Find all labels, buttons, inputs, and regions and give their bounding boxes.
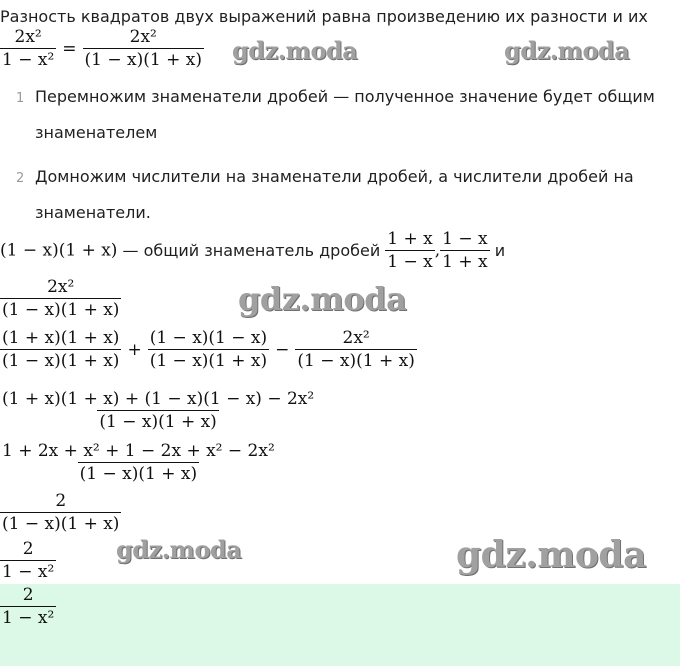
term-3-numerator: 2x² xyxy=(342,328,370,348)
identity-rhs-denominator: (1 − x)(1 + x) xyxy=(84,50,202,70)
watermark-2: gdz.moda xyxy=(504,36,630,65)
combined-numerator: (1 + x)(1 + x) + (1 − x)(1 − x) − 2x² xyxy=(2,389,315,409)
term-3-denominator: (1 − x)(1 + x) xyxy=(297,351,415,371)
identity-lhs-fraction xyxy=(0,26,56,71)
step-1-line2: знаменателем xyxy=(35,123,158,142)
watermark-3: gdz.moda xyxy=(238,280,407,318)
combined-denominator: (1 − x)(1 + x) xyxy=(99,412,217,432)
intro-text: Разность квадратов двух выражений равна произведению их разности и их xyxy=(0,7,648,26)
fraction-b xyxy=(440,228,489,273)
conjunction-and: и xyxy=(489,241,506,260)
fraction-c-numerator: 2x² xyxy=(47,277,75,297)
fraction-a-denominator: 1 − x xyxy=(387,252,433,272)
answer-denominator: 1 − x² xyxy=(2,608,55,628)
term-1-denominator: (1 − x)(1 + x) xyxy=(2,351,120,371)
watermark-1: gdz.moda xyxy=(232,36,358,65)
common-denominator-line xyxy=(0,228,505,273)
answer-highlight xyxy=(0,584,680,666)
plus-sign: + xyxy=(127,339,142,360)
fraction-b-denominator: 1 + x xyxy=(442,252,488,272)
term-2-numerator: (1 − x)(1 − x) xyxy=(149,328,268,348)
fraction-c-denominator: (1 − x)(1 + x) xyxy=(2,300,120,320)
term-2 xyxy=(148,327,269,372)
watermark-5: gdz.moda xyxy=(456,534,646,576)
reduced-denominator: (1 − x)(1 + x) xyxy=(2,514,120,534)
term-3 xyxy=(295,327,416,372)
fraction-a xyxy=(385,228,434,273)
expanded-expression xyxy=(0,327,417,372)
term-2-denominator: (1 − x)(1 + x) xyxy=(149,351,268,371)
identity-formula xyxy=(0,26,204,71)
fraction-b-numerator: 1 − x xyxy=(442,229,488,249)
fraction-a-numerator: 1 + x xyxy=(387,229,433,249)
step-2-line2: знаменатели. xyxy=(35,203,151,222)
step-1-number: 1 xyxy=(16,91,25,106)
identity-lhs-numerator: 2x² xyxy=(14,27,42,47)
simplified-fraction xyxy=(0,440,277,485)
fraction-c xyxy=(0,276,121,321)
reduced-fraction xyxy=(0,490,121,535)
simplified-numerator: 1 + 2x + x² + 1 − 2x + x² − 2x² xyxy=(2,441,275,461)
minus-sign: − xyxy=(275,339,290,360)
comma: , xyxy=(434,240,441,261)
answer-fraction xyxy=(0,584,56,629)
step-1-line1: Перемножим знаменатели дробей — полученное значение будет общим xyxy=(35,87,655,106)
equals-sign: = xyxy=(62,38,77,59)
common-denominator-text: — общий знаменатель дробей xyxy=(117,241,386,260)
term-1 xyxy=(0,327,121,372)
combined-fraction xyxy=(0,388,316,433)
watermark-4: gdz.moda xyxy=(116,535,242,564)
common-denominator-expr: (1 − x)(1 + x) xyxy=(0,240,118,261)
step-2-number: 2 xyxy=(16,171,25,186)
term-1-numerator: (1 + x)(1 + x) xyxy=(2,328,120,348)
simplified-denominator: (1 − x)(1 + x) xyxy=(79,464,198,484)
result-fraction xyxy=(0,538,56,583)
identity-rhs-numerator: 2x² xyxy=(129,27,157,47)
step-2-line1: Домножим числители на знаменатели дробей, а числители дробей на xyxy=(35,167,634,186)
identity-rhs-fraction xyxy=(83,26,204,71)
result-denominator: 1 − x² xyxy=(2,562,55,582)
result-numerator: 2 xyxy=(22,539,34,559)
answer-numerator: 2 xyxy=(22,585,34,605)
reduced-numerator: 2 xyxy=(55,491,67,511)
identity-lhs-denominator: 1 − x² xyxy=(2,50,55,70)
